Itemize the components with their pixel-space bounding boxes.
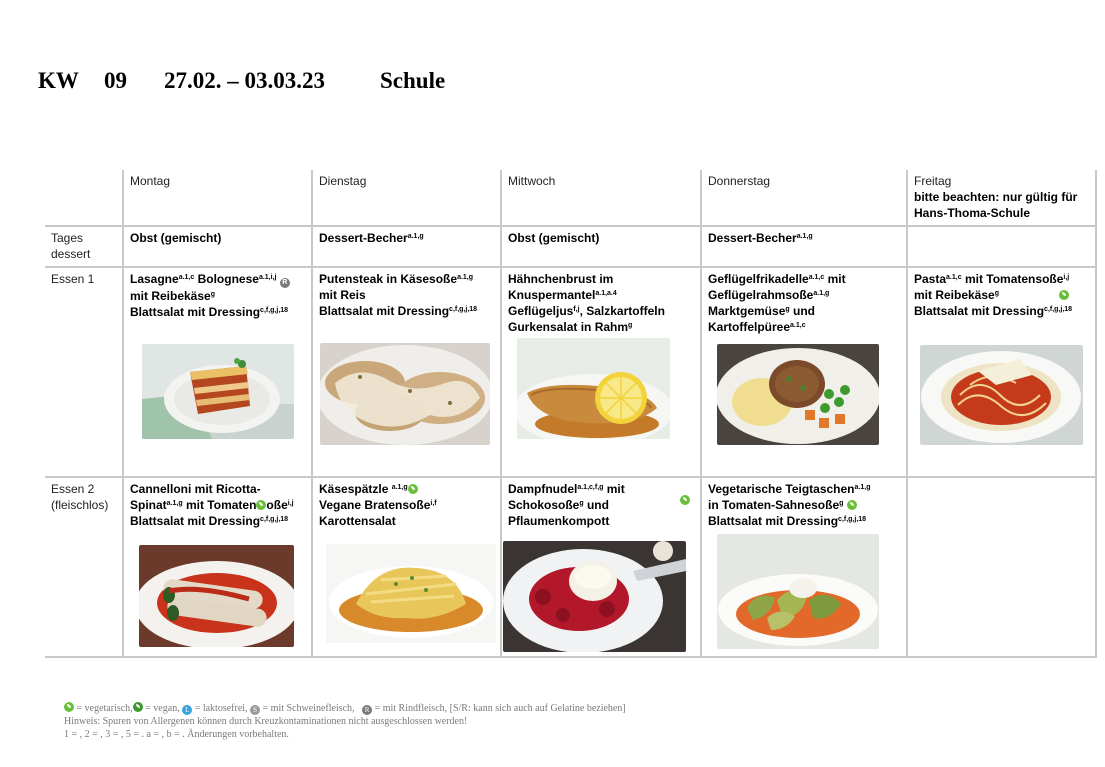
beef-icon: R <box>362 705 372 715</box>
row-label-essen1: Essen 1 <box>45 267 123 477</box>
row-label-dessert: Tages dessert <box>45 226 123 267</box>
essen2-row <box>45 477 1096 657</box>
essen2-wednesday <box>501 477 701 657</box>
leaf-icon <box>680 495 690 505</box>
day-header-row <box>45 170 1096 226</box>
dessert-row <box>45 226 1096 267</box>
essen1-thursday <box>701 267 907 477</box>
dish-text: Hähnchenbrust im Knuspermantel$^{a.1,a.4}$ Geflügeljus$^{f,j}$, Salzkartoffeln Gurkensalat in Rahm$^g$ <box>508 272 665 334</box>
dish-text: Käsespätzle $^{a.1,g}$ Vegane Bratensoße$^{i,f}$ Karottensalat <box>319 482 437 528</box>
dessert-friday <box>907 226 1096 267</box>
pasta-photo <box>920 345 1083 445</box>
cannelloni-photo <box>139 545 294 647</box>
essen2-monday <box>123 477 312 657</box>
dampfnudel-photo <box>503 541 686 652</box>
leaf-icon <box>64 702 74 712</box>
dish-text: Dampfnudel$^{a.1,c,f,g}$ mit Schokosoße$^g$ und Pflaumenkompott <box>508 482 625 528</box>
week-number: 09 <box>104 68 127 93</box>
day-header-wednesday: Mittwoch <box>501 170 701 226</box>
corner-cell <box>45 170 123 226</box>
essen2-friday <box>907 477 1096 657</box>
row-label-essen2: Essen 2 (fleischlos) <box>45 477 123 657</box>
pork-icon: S <box>250 705 260 715</box>
essen2-thursday <box>701 477 907 657</box>
essen1-row <box>45 267 1096 477</box>
putensteak-photo <box>320 343 490 445</box>
leaf-icon <box>256 500 266 510</box>
essen1-friday <box>907 267 1096 477</box>
day-header-tuesday: Dienstag <box>312 170 501 226</box>
essen2-tuesday <box>312 477 501 657</box>
legend-footer: = vegetarisch, = vegan, L = laktosefrei, S = mit Schweinefleisch, R = mit Rindfleisch, [S/R: kann sich auch auf Gelatine beziehen] Hinweis: Spuren von Allergenen können durch Kreuzkontaminationen nicht ausgeschlossen werden! 1 = , 2 = , 3 = , 5 = . a = , b = . Änderungen vorbehalten. <box>64 703 626 740</box>
leaf-icon <box>1059 290 1069 300</box>
dessert-thursday: Dessert-Becher$^{a.1,g}$ <box>701 226 907 267</box>
dessert-tuesday: Dessert-Becher$^{a.1,g}$ <box>312 226 501 267</box>
menu-table <box>45 170 1097 658</box>
dish-text: Lasagne$^{a.1,c}$ Bolognese$^{a.1,i,j}$ R mit Reibekäse$^g$ Blattsalat mit Dressing$^{c,f,g,j,18}$ <box>130 272 289 319</box>
kw-label: KW <box>38 68 79 93</box>
essen1-wednesday <box>501 267 701 477</box>
teigtaschen-photo <box>717 534 879 649</box>
school-name: Schule <box>380 68 446 93</box>
dessert-wednesday: Obst (gemischt) <box>501 226 701 267</box>
dish-text: Cannelloni mit Ricotta- Spinat$^{a.1,g}$ mit Tomaten oße$^{i,j}$ Blattsalat mit Dressing$^{c,f,g,j,18}$ <box>130 482 294 528</box>
day-header-monday: Montag <box>123 170 312 226</box>
dish-text: Pasta$^{a.1,c}$ mit Tomatensoße$^{i,j}$ mit Reibekäse$^g$ Blattsalat mit Dressing$^{c,f,g,j,18}$ <box>914 272 1073 318</box>
lasagne-photo <box>142 344 294 439</box>
lactose-free-icon: L <box>182 705 192 715</box>
friday-note: bitte beachten: nur gültig für Hans-Thoma-Schule <box>914 190 1078 220</box>
frikadelle-photo <box>717 344 879 445</box>
essen1-tuesday <box>312 267 501 477</box>
allergen-codes: 1 = , 2 = , 3 = , 5 = . a = , b = . Änderungen vorbehalten. <box>64 729 289 740</box>
beef-icon: R <box>280 278 290 288</box>
allergen-hint: Hinweis: Spuren von Allergenen können durch Kreuzkontaminationen nicht ausgeschlossen werden! <box>64 716 468 727</box>
dish-text: Putensteak in Käsesoße$^{a.1,g}$ mit Reis Blattsalat mit Dressing$^{c,f,g,j,18}$ <box>319 272 478 318</box>
dish-text: Geflügelfrikadelle$^{a.1,c}$ mit Geflügelrahmsoße$^{a.1,g}$ Marktgemüse$^g$ und Kartoffelpüree$^{a.1,c}$ <box>708 272 846 334</box>
kaesespaetzle-photo <box>326 544 496 643</box>
leaf-icon <box>847 500 857 510</box>
leaf-icon <box>408 484 418 494</box>
dessert-monday: Obst (gemischt) <box>123 226 312 267</box>
day-header-thursday: Donnerstag <box>701 170 907 226</box>
essen1-monday <box>123 267 312 477</box>
date-range: 27.02. – 03.03.23 <box>164 68 325 93</box>
vegan-leaf-icon <box>133 702 143 712</box>
dish-text: Vegetarische Teigtaschen$^{a.1,g}$ in Tomaten-Sahnesoße$^g$ Blattsalat mit Dressing$^{c,f,g,j,18}$ <box>708 482 871 528</box>
day-header-friday: Freitag bitte beachten: nur gültig für Hans-Thoma-Schule <box>907 170 1096 226</box>
haehnchen-photo <box>517 338 670 439</box>
